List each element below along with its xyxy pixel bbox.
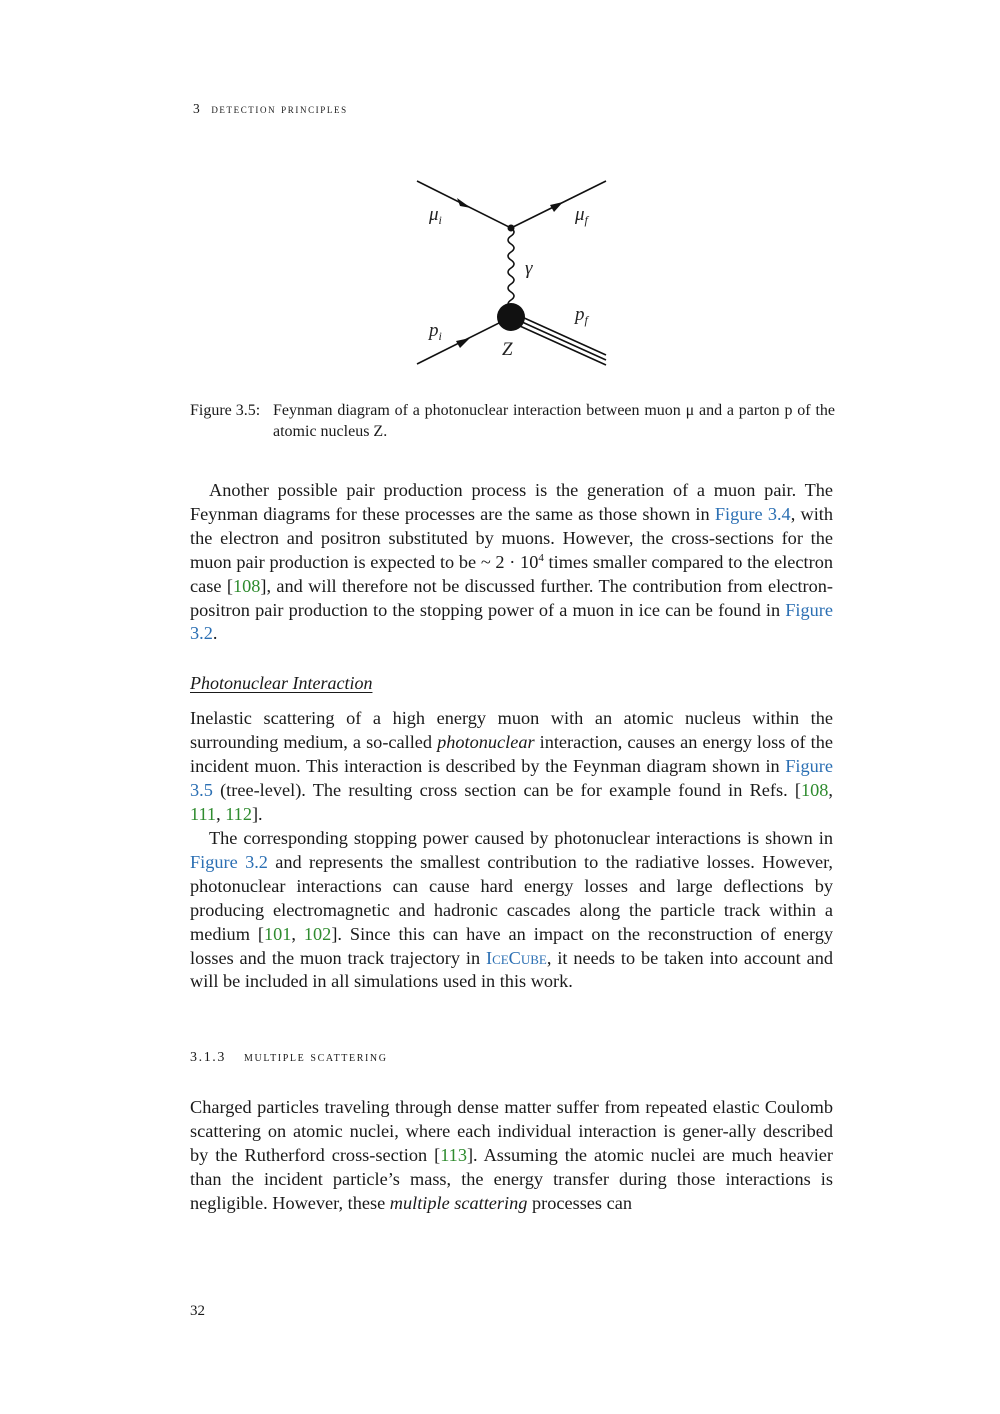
citation-111[interactable]: 111 xyxy=(190,803,217,824)
label-gamma: γ xyxy=(525,258,533,279)
outgoing-nucleus-line-2 xyxy=(511,317,606,360)
paragraph-multiple-scattering: Charged particles traveling through dense matter suffer from repeated elastic Coulomb scattering on atomic nuclei, where each individual interaction is gener-ally described by the Rutherford cross-section [113]. Assuming the atomic nuclei are much heavier than the incident particle’s mass, the energy transfer during those interactions is negligible. However, these multiple scattering processes can xyxy=(190,1097,833,1213)
feynman-diagram xyxy=(405,172,620,377)
outgoing-nucleus-line-3 xyxy=(511,322,606,365)
figure-caption xyxy=(190,400,835,442)
label-p-i: $p_i$ xyxy=(429,320,442,343)
subsection-number: 3.1.3 xyxy=(190,1050,226,1065)
paragraph-muon-pair: Another possible pair production process is the generation of a muon pair. The Feynman diagrams for these processes are the same as those shown in Figure 3.4, with the electron and positron substituted by muons. However, the cross-sections for the muon pair production is expected to be ~ $2 \cdot 10^4$ times smaller compared to the electron case [108], and will therefore not be discussed further. The contribution from electron-positron pair production to the stopping power of a muon in ice can be found in Figure 3.2. xyxy=(190,480,833,644)
subsection-title: multiple scattering xyxy=(244,1050,388,1065)
nucleus-blob xyxy=(497,303,525,331)
caption-label: Figure 3.5: xyxy=(190,402,261,419)
citation-108[interactable]: 108 xyxy=(232,575,261,596)
chapter-number: 3 xyxy=(193,101,202,116)
vertex-dot xyxy=(508,225,515,232)
link-icecube[interactable]: IceCube xyxy=(485,947,547,968)
link-figure-3-2[interactable]: Figure 3.2 xyxy=(190,599,833,644)
arrow-icon xyxy=(550,202,563,212)
arrow-icon xyxy=(457,198,471,208)
citation-112[interactable]: 112 xyxy=(225,803,252,824)
subsection-heading xyxy=(190,1050,388,1066)
link-figure-3-2[interactable]: Figure 3.2 xyxy=(190,851,268,872)
citation-113[interactable]: 113 xyxy=(440,1144,467,1165)
link-figure-3-5[interactable]: Figure 3.5 xyxy=(190,755,833,800)
citation-102[interactable]: 102 xyxy=(303,923,332,944)
running-head xyxy=(193,101,348,117)
caption-text: Feynman diagram of a photonuclear interaction between muon μ and a parton p of the atomic nucleus Z. xyxy=(273,402,835,440)
label-p-f: $p_f$ xyxy=(575,304,588,327)
feynman-diagram-figure xyxy=(405,172,620,377)
label-z: Z xyxy=(502,339,513,360)
chapter-title: detection principles xyxy=(211,101,348,116)
label-mu-i: $\mu_i$ xyxy=(429,204,442,227)
paragraph-photonuclear: Inelastic scattering of a high energy muon with an atomic nucleus within the surrounding medium, a so-called photonuclear interaction, causes an energy loss of the incident muon. This interaction is described by the Feynman diagram shown in Figure 3.5 (tree-level). The resulting cross section can be for example found in Refs. [108, 111, 112]. xyxy=(190,708,833,824)
paragraph-heading: Photonuclear Interaction xyxy=(190,673,373,693)
outgoing-nucleus-line-1 xyxy=(511,312,606,355)
photon-propagator xyxy=(508,228,514,316)
citation-101[interactable]: 101 xyxy=(263,923,292,944)
arrow-icon xyxy=(456,338,470,348)
label-mu-f: $\mu_f$ xyxy=(575,204,588,227)
citation-108[interactable]: 108 xyxy=(801,779,829,800)
link-figure-3-4[interactable]: Figure 3.4 xyxy=(714,503,791,524)
page-number: 32 xyxy=(190,1303,205,1319)
paragraph-stopping-power: The corresponding stopping power caused by photonuclear interactions is shown in Figure 3.2 and represents the smallest contribution to the radiative losses. However, photonuclear interactions can cause hard energy losses and large deflections by producing electromagnetic and hadronic cascades along the particle track within a medium [101, 102]. Since this can have an impact on the reconstruction of energy losses and the muon track trajectory in IceCube, it needs to be taken into account and will be included in all simulations used in this work. xyxy=(190,828,834,992)
